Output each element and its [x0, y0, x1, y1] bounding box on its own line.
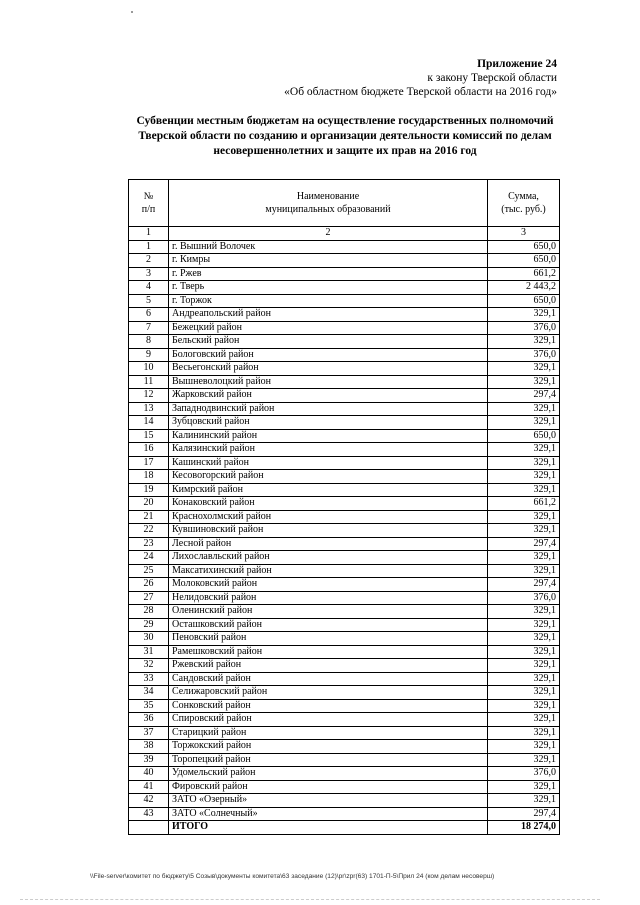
municipality-name: Вышневолоцкий район	[169, 375, 488, 389]
row-number: 25	[129, 564, 169, 578]
municipality-name: Весьегонский район	[169, 362, 488, 376]
table-row	[129, 767, 560, 781]
table-row	[129, 510, 560, 524]
subvention-sum: 661,2	[488, 267, 560, 281]
header-name	[169, 180, 488, 227]
header-sum	[488, 180, 560, 227]
municipality-name: г. Ржев	[169, 267, 488, 281]
header-number-line-1: №	[143, 191, 154, 202]
municipality-name: Молоковский район	[169, 578, 488, 592]
table-row	[129, 308, 560, 322]
row-number: 7	[129, 321, 169, 335]
table-row	[129, 780, 560, 794]
row-number: 38	[129, 740, 169, 754]
subvention-sum: 2 443,2	[488, 281, 560, 295]
municipality-name: Ржевский район	[169, 659, 488, 673]
municipality-name: Жарковский район	[169, 389, 488, 403]
municipality-name: Кашинский район	[169, 456, 488, 470]
table-row	[129, 672, 560, 686]
title-line-3: несовершеннолетних и защите их прав на 2016 год	[213, 145, 477, 157]
total-number-cell	[129, 821, 169, 835]
row-number: 35	[129, 699, 169, 713]
header-sum-line-1: Сумма,	[508, 191, 539, 202]
subvention-sum: 329,1	[488, 780, 560, 794]
subvention-sum: 376,0	[488, 591, 560, 605]
subvention-sum: 661,2	[488, 497, 560, 511]
row-number: 31	[129, 645, 169, 659]
row-number: 5	[129, 294, 169, 308]
subvention-sum: 376,0	[488, 767, 560, 781]
row-number: 32	[129, 659, 169, 673]
row-number: 43	[129, 807, 169, 821]
table-row	[129, 429, 560, 443]
table-row	[129, 267, 560, 281]
row-number: 20	[129, 497, 169, 511]
municipality-name: Бологовский район	[169, 348, 488, 362]
row-number: 28	[129, 605, 169, 619]
municipality-name: Сандовский район	[169, 672, 488, 686]
title-line-1: Субвенции местным бюджетам на осуществление государственных полномочий	[136, 115, 554, 127]
municipality-name: ЗАТО «Озерный»	[169, 794, 488, 808]
municipality-name: Лихославльский район	[169, 551, 488, 565]
row-number: 2	[129, 254, 169, 268]
subvention-sum: 329,1	[488, 713, 560, 727]
header-name-line-2: муниципальных образований	[265, 204, 391, 215]
table-row	[129, 483, 560, 497]
table-row	[129, 537, 560, 551]
row-number: 24	[129, 551, 169, 565]
subvention-sum: 650,0	[488, 429, 560, 443]
row-number: 41	[129, 780, 169, 794]
appendix-number: Приложение 24	[477, 58, 557, 70]
table-row	[129, 713, 560, 727]
table-row	[129, 348, 560, 362]
subvention-sum: 650,0	[488, 240, 560, 254]
table-row	[129, 740, 560, 754]
subvention-sum: 329,1	[488, 483, 560, 497]
total-label: ИТОГО	[169, 821, 488, 835]
table-row	[129, 551, 560, 565]
municipality-name: ЗАТО «Солнечный»	[169, 807, 488, 821]
subvention-sum: 329,1	[488, 524, 560, 538]
table-row	[129, 524, 560, 538]
subvention-sum: 329,1	[488, 510, 560, 524]
file-path-footer: \\File-server\комитет по бюджету\5 Созыв\документы комитета\63 заседание (12)\pr\zpr(63) 1701-П-5\Прил 24 (ком делам несоверш)	[90, 873, 495, 880]
table-row	[129, 240, 560, 254]
municipality-name: Рамешковский район	[169, 645, 488, 659]
table-row	[129, 470, 560, 484]
row-number: 27	[129, 591, 169, 605]
municipality-name: г. Кимры	[169, 254, 488, 268]
municipality-name: г. Тверь	[169, 281, 488, 295]
municipality-name: Краснохолмский район	[169, 510, 488, 524]
table-row	[129, 443, 560, 457]
table-row	[129, 294, 560, 308]
header-number-line-2: п/п	[141, 204, 156, 215]
subvention-sum: 329,1	[488, 740, 560, 754]
municipality-name: Бежецкий район	[169, 321, 488, 335]
row-number: 36	[129, 713, 169, 727]
table-row	[129, 456, 560, 470]
table-row	[129, 578, 560, 592]
row-number: 29	[129, 618, 169, 632]
municipality-name: Торжокский район	[169, 740, 488, 754]
subvention-sum: 376,0	[488, 348, 560, 362]
subvention-sum: 329,1	[488, 456, 560, 470]
table-row	[129, 362, 560, 376]
row-number: 6	[129, 308, 169, 322]
column-index-3: 3	[488, 227, 560, 241]
row-number: 13	[129, 402, 169, 416]
scan-speck	[131, 11, 133, 13]
header-sum-line-2: (тыс. руб.)	[501, 204, 546, 215]
row-number: 3	[129, 267, 169, 281]
row-number: 34	[129, 686, 169, 700]
municipality-name: Оленинский район	[169, 605, 488, 619]
municipality-name: Бельский район	[169, 335, 488, 349]
row-number: 8	[129, 335, 169, 349]
subvention-sum: 329,1	[488, 753, 560, 767]
row-number: 16	[129, 443, 169, 457]
table-row	[129, 416, 560, 430]
row-number: 4	[129, 281, 169, 295]
row-number: 30	[129, 632, 169, 646]
municipality-name: Торопецкий район	[169, 753, 488, 767]
table-row	[129, 726, 560, 740]
municipality-name: Удомельский район	[169, 767, 488, 781]
row-number: 26	[129, 578, 169, 592]
column-index-2: 2	[169, 227, 488, 241]
subvention-sum: 329,1	[488, 618, 560, 632]
table-row	[129, 402, 560, 416]
table-row	[129, 254, 560, 268]
subvention-sum: 329,1	[488, 605, 560, 619]
subvention-sum: 329,1	[488, 645, 560, 659]
table-row	[129, 497, 560, 511]
municipality-name: Кесовогорский район	[169, 470, 488, 484]
municipality-name: г. Вышний Волочек	[169, 240, 488, 254]
row-number: 9	[129, 348, 169, 362]
table-row	[129, 699, 560, 713]
table-row	[129, 794, 560, 808]
subvention-sum: 329,1	[488, 632, 560, 646]
municipality-name: Пеновский район	[169, 632, 488, 646]
municipality-name: Сонковский район	[169, 699, 488, 713]
page-edge-line	[20, 899, 600, 900]
appendix-law-ref: к закону Тверской области	[427, 72, 557, 84]
table-row	[129, 335, 560, 349]
table-row	[129, 591, 560, 605]
row-number: 17	[129, 456, 169, 470]
row-number: 11	[129, 375, 169, 389]
row-number: 40	[129, 767, 169, 781]
municipality-name: Кувшиновский район	[169, 524, 488, 538]
subventions-table	[128, 179, 560, 835]
table-row	[129, 645, 560, 659]
municipality-name: Калининский район	[169, 429, 488, 443]
row-number: 15	[129, 429, 169, 443]
municipality-name: Лесной район	[169, 537, 488, 551]
municipality-name: Фировский район	[169, 780, 488, 794]
subvention-sum: 297,4	[488, 807, 560, 821]
subvention-sum: 329,1	[488, 699, 560, 713]
municipality-name: Нелидовский район	[169, 591, 488, 605]
subvention-sum: 329,1	[488, 375, 560, 389]
row-number: 14	[129, 416, 169, 430]
subvention-sum: 329,1	[488, 470, 560, 484]
header-number	[129, 180, 169, 227]
municipality-name: Конаковский район	[169, 497, 488, 511]
row-number: 18	[129, 470, 169, 484]
table-row	[129, 605, 560, 619]
total-row	[129, 821, 560, 835]
row-number: 37	[129, 726, 169, 740]
table-row	[129, 659, 560, 673]
municipality-name: Калязинский район	[169, 443, 488, 457]
table-row	[129, 389, 560, 403]
table-row	[129, 753, 560, 767]
subvention-sum: 297,4	[488, 537, 560, 551]
table-row	[129, 807, 560, 821]
subvention-sum: 329,1	[488, 659, 560, 673]
municipality-name: Старицкий район	[169, 726, 488, 740]
row-number: 12	[129, 389, 169, 403]
column-index-row	[129, 227, 560, 241]
subvention-sum: 329,1	[488, 726, 560, 740]
row-number: 10	[129, 362, 169, 376]
table-row	[129, 321, 560, 335]
subvention-sum: 297,4	[488, 578, 560, 592]
subvention-sum: 650,0	[488, 254, 560, 268]
row-number: 42	[129, 794, 169, 808]
row-number: 39	[129, 753, 169, 767]
table-row	[129, 632, 560, 646]
row-number: 33	[129, 672, 169, 686]
subvention-sum: 329,1	[488, 402, 560, 416]
row-number: 21	[129, 510, 169, 524]
title-line-2: Тверской области по созданию и организации деятельности комиссий по делам	[138, 130, 552, 142]
subvention-sum: 329,1	[488, 686, 560, 700]
subvention-sum: 329,1	[488, 794, 560, 808]
municipality-name: г. Торжок	[169, 294, 488, 308]
table-header-row	[129, 180, 560, 227]
municipality-name: Спировский район	[169, 713, 488, 727]
table-row	[129, 618, 560, 632]
municipality-name: Максатихинский район	[169, 564, 488, 578]
subvention-sum: 650,0	[488, 294, 560, 308]
subvention-sum: 329,1	[488, 551, 560, 565]
municipality-name: Осташковский район	[169, 618, 488, 632]
subvention-sum: 329,1	[488, 416, 560, 430]
row-number: 22	[129, 524, 169, 538]
table-body	[129, 240, 560, 821]
row-number: 1	[129, 240, 169, 254]
subvention-sum: 329,1	[488, 443, 560, 457]
appendix-header	[284, 57, 557, 99]
municipality-name: Селижаровский район	[169, 686, 488, 700]
subvention-sum: 329,1	[488, 308, 560, 322]
table-row	[129, 686, 560, 700]
row-number: 23	[129, 537, 169, 551]
table-row	[129, 281, 560, 295]
document-title	[115, 114, 575, 159]
table-row	[129, 564, 560, 578]
subvention-sum: 376,0	[488, 321, 560, 335]
column-index-1: 1	[129, 227, 169, 241]
subvention-sum: 329,1	[488, 362, 560, 376]
appendix-law-title: «Об областном бюджете Тверской области на 2016 год»	[284, 86, 557, 98]
subvention-sum: 297,4	[488, 389, 560, 403]
subvention-sum: 329,1	[488, 672, 560, 686]
municipality-name: Зубцовский район	[169, 416, 488, 430]
municipality-name: Кимрский район	[169, 483, 488, 497]
header-name-line-1: Наименование	[296, 191, 360, 202]
municipality-name: Андреапольский район	[169, 308, 488, 322]
total-sum: 18 274,0	[488, 821, 560, 835]
subvention-sum: 329,1	[488, 335, 560, 349]
municipality-name: Западнодвинский район	[169, 402, 488, 416]
row-number: 19	[129, 483, 169, 497]
table-row	[129, 375, 560, 389]
subvention-sum: 329,1	[488, 564, 560, 578]
